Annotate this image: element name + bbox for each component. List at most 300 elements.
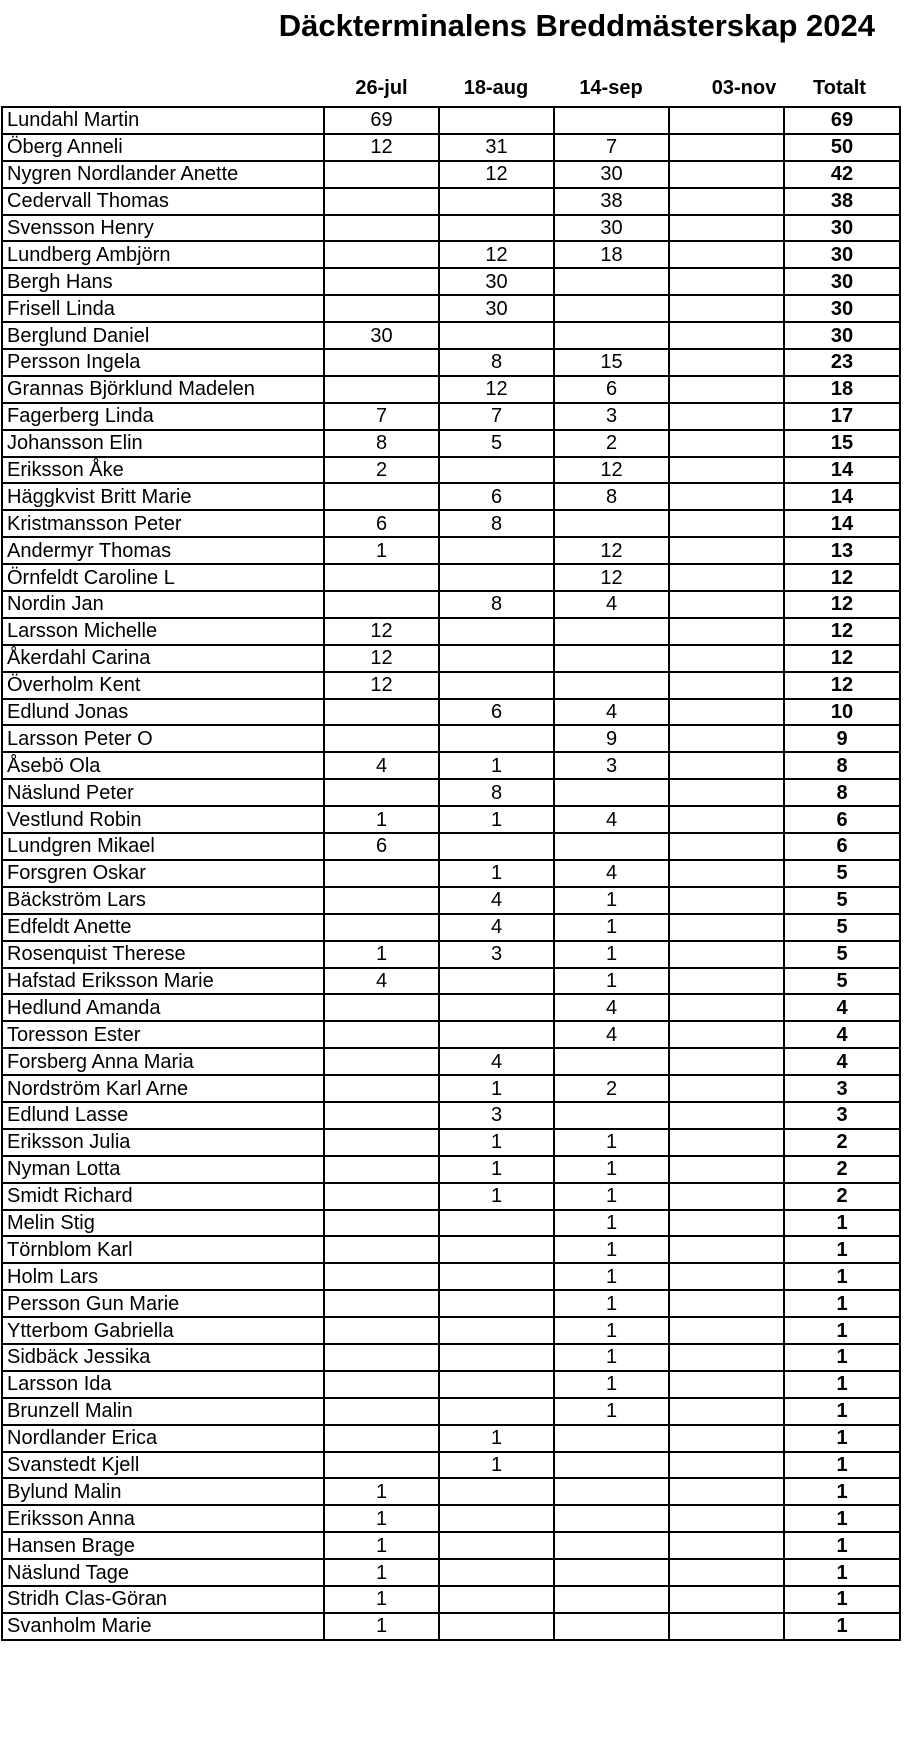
player-name: Forsgren Oskar [2,860,324,887]
score-cell: 1 [554,1317,669,1344]
score-cell [439,215,554,242]
score-cell [669,322,784,349]
score-cell: 2 [324,457,439,484]
score-cell [669,645,784,672]
score-cell [554,295,669,322]
table-row [2,430,900,457]
table-row [2,618,900,645]
total-cell: 12 [784,591,900,618]
player-name: Andermyr Thomas [2,537,324,564]
player-name: Nordlander Erica [2,1425,324,1452]
total-cell: 1 [784,1586,900,1613]
total-cell: 2 [784,1129,900,1156]
table-row [2,483,900,510]
player-name: Svensson Henry [2,215,324,242]
player-name: Melin Stig [2,1210,324,1237]
table-row [2,1586,900,1613]
score-cell [324,1263,439,1290]
table-row [2,107,900,134]
table-row [2,1129,900,1156]
score-cell [439,1586,554,1613]
table-row [2,457,900,484]
score-cell: 6 [554,376,669,403]
total-cell: 12 [784,645,900,672]
score-cell [439,1344,554,1371]
total-cell: 18 [784,376,900,403]
total-cell: 14 [784,510,900,537]
score-cell: 8 [439,591,554,618]
total-cell: 12 [784,672,900,699]
table-row [2,161,900,188]
total-cell: 1 [784,1452,900,1479]
score-cell [669,295,784,322]
score-cell [669,268,784,295]
score-cell [669,483,784,510]
score-cell: 4 [554,591,669,618]
score-cell [669,1478,784,1505]
score-cell [324,295,439,322]
player-name: Lundgren Mikael [2,833,324,860]
score-cell [439,645,554,672]
player-name: Grannas Björklund Madelen [2,376,324,403]
score-cell [554,1559,669,1586]
total-cell: 1 [784,1317,900,1344]
score-cell: 12 [439,161,554,188]
total-cell: 1 [784,1371,900,1398]
score-cell [439,833,554,860]
player-name: Näslund Tage [2,1559,324,1586]
total-cell: 38 [784,188,900,215]
table-row [2,1102,900,1129]
score-cell [669,1317,784,1344]
score-cell [669,1586,784,1613]
score-cell [439,1478,554,1505]
score-cell [439,968,554,995]
score-cell [669,1021,784,1048]
score-cell: 12 [554,457,669,484]
score-cell [554,107,669,134]
score-cell [554,672,669,699]
score-cell [669,752,784,779]
total-cell: 9 [784,725,900,752]
total-cell: 12 [784,618,900,645]
player-name: Stridh Clas-Göran [2,1586,324,1613]
standings-table-body [2,107,900,1640]
score-cell [439,618,554,645]
score-cell [439,537,554,564]
total-cell: 50 [784,134,900,161]
table-row [2,1398,900,1425]
table-row [2,1613,900,1640]
score-cell: 4 [554,699,669,726]
table-row [2,752,900,779]
score-cell: 1 [324,1505,439,1532]
player-name: Lundberg Ambjörn [2,241,324,268]
score-cell: 1 [324,1613,439,1640]
column-header-row [0,77,900,105]
player-name: Larsson Ida [2,1371,324,1398]
score-cell [669,349,784,376]
score-cell: 1 [554,968,669,995]
player-name: Sidbäck Jessika [2,1344,324,1371]
score-cell [439,1263,554,1290]
total-cell: 13 [784,537,900,564]
score-cell [324,1129,439,1156]
player-name: Svanholm Marie [2,1613,324,1640]
score-cell [669,618,784,645]
score-cell [669,725,784,752]
score-cell: 1 [324,1478,439,1505]
player-name: Bäckström Lars [2,887,324,914]
score-cell [554,268,669,295]
table-row [2,564,900,591]
total-cell: 2 [784,1156,900,1183]
score-cell [324,1210,439,1237]
score-cell [669,564,784,591]
table-row [2,376,900,403]
score-cell [324,1371,439,1398]
player-name: Larsson Peter O [2,725,324,752]
score-cell [554,618,669,645]
score-cell: 3 [554,403,669,430]
score-cell [554,1102,669,1129]
score-cell [669,1532,784,1559]
table-row [2,860,900,887]
score-cell [554,1048,669,1075]
score-cell [439,1505,554,1532]
score-cell: 1 [554,941,669,968]
standings-table [1,106,901,1641]
player-name: Johansson Elin [2,430,324,457]
table-row [2,403,900,430]
score-cell: 1 [554,1371,669,1398]
score-cell: 12 [554,564,669,591]
score-cell [669,107,784,134]
score-cell: 8 [439,510,554,537]
score-cell: 12 [324,645,439,672]
table-row [2,537,900,564]
total-cell: 30 [784,322,900,349]
score-cell: 3 [439,1102,554,1129]
total-cell: 4 [784,1021,900,1048]
table-row [2,510,900,537]
score-cell: 30 [439,295,554,322]
score-cell [669,833,784,860]
score-cell: 2 [554,430,669,457]
player-name: Svanstedt Kjell [2,1452,324,1479]
score-cell [669,1371,784,1398]
table-row [2,833,900,860]
total-cell: 12 [784,564,900,591]
player-name: Eriksson Julia [2,1129,324,1156]
score-cell: 1 [439,1156,554,1183]
score-cell [324,1183,439,1210]
total-cell: 3 [784,1102,900,1129]
table-row [2,1452,900,1479]
score-cell [669,457,784,484]
player-name: Näslund Peter [2,779,324,806]
score-cell: 1 [554,1290,669,1317]
total-cell: 15 [784,430,900,457]
player-name: Eriksson Anna [2,1505,324,1532]
table-row [2,188,900,215]
score-cell [324,376,439,403]
score-cell [669,1236,784,1263]
player-name: Edlund Lasse [2,1102,324,1129]
player-name: Persson Gun Marie [2,1290,324,1317]
score-cell [669,591,784,618]
score-cell [554,322,669,349]
score-cell [669,994,784,1021]
player-name: Fagerberg Linda [2,403,324,430]
score-cell [324,779,439,806]
score-cell: 30 [324,322,439,349]
score-cell: 6 [324,510,439,537]
score-cell: 4 [439,887,554,914]
score-cell [324,161,439,188]
score-cell [439,322,554,349]
total-cell: 17 [784,403,900,430]
score-cell [669,537,784,564]
table-row [2,268,900,295]
table-row [2,672,900,699]
total-cell: 14 [784,457,900,484]
total-cell: 5 [784,887,900,914]
score-cell: 1 [439,806,554,833]
table-row [2,1290,900,1317]
score-cell [669,1183,784,1210]
player-name: Toresson Ester [2,1021,324,1048]
score-cell: 6 [439,699,554,726]
score-cell [669,968,784,995]
total-cell: 1 [784,1236,900,1263]
player-name: Häggkvist Britt Marie [2,483,324,510]
table-row [2,591,900,618]
score-cell [439,725,554,752]
table-row [2,1075,900,1102]
table-row [2,1532,900,1559]
score-cell [439,1317,554,1344]
score-cell [554,1505,669,1532]
total-cell: 1 [784,1532,900,1559]
score-cell [439,188,554,215]
score-cell: 1 [439,752,554,779]
table-row [2,1236,900,1263]
column-header-totalt: Totalt [813,77,866,99]
player-name: Nordin Jan [2,591,324,618]
score-cell [324,887,439,914]
score-cell: 1 [554,914,669,941]
player-name: Kristmansson Peter [2,510,324,537]
total-cell: 30 [784,295,900,322]
score-cell: 1 [554,1263,669,1290]
table-row [2,806,900,833]
score-cell [324,1425,439,1452]
score-cell: 1 [439,1452,554,1479]
score-cell [669,1263,784,1290]
score-cell: 12 [324,672,439,699]
score-cell: 1 [554,1344,669,1371]
score-cell: 7 [324,403,439,430]
score-cell [324,1075,439,1102]
table-row [2,1559,900,1586]
score-cell [669,779,784,806]
table-row [2,322,900,349]
score-cell: 12 [554,537,669,564]
total-cell: 30 [784,215,900,242]
total-cell: 10 [784,699,900,726]
player-name: Berglund Daniel [2,322,324,349]
player-name: Hansen Brage [2,1532,324,1559]
score-cell [669,376,784,403]
table-row [2,295,900,322]
table-row [2,968,900,995]
score-cell: 30 [554,161,669,188]
score-cell [554,1532,669,1559]
total-cell: 1 [784,1505,900,1532]
total-cell: 1 [784,1613,900,1640]
player-name: Åsebö Ola [2,752,324,779]
score-cell [324,1102,439,1129]
total-cell: 23 [784,349,900,376]
total-cell: 1 [784,1425,900,1452]
table-row [2,241,900,268]
score-cell: 1 [324,1532,439,1559]
total-cell: 8 [784,752,900,779]
score-cell: 6 [324,833,439,860]
table-row [2,1371,900,1398]
total-cell: 1 [784,1478,900,1505]
score-cell [669,1075,784,1102]
total-cell: 6 [784,833,900,860]
score-cell: 18 [554,241,669,268]
score-cell [669,510,784,537]
player-name: Brunzell Malin [2,1398,324,1425]
score-cell [324,483,439,510]
player-name: Nygren Nordlander Anette [2,161,324,188]
score-cell [669,403,784,430]
column-header-03-nov: 03-nov [711,77,777,99]
score-cell [554,779,669,806]
score-cell [324,1452,439,1479]
total-cell: 5 [784,968,900,995]
player-name: Smidt Richard [2,1183,324,1210]
score-cell: 1 [439,1129,554,1156]
score-cell: 8 [439,779,554,806]
score-cell: 4 [324,752,439,779]
table-row [2,779,900,806]
score-cell: 1 [324,1559,439,1586]
score-cell [324,241,439,268]
score-cell: 4 [554,1021,669,1048]
score-cell [554,1425,669,1452]
score-cell [439,457,554,484]
score-cell: 1 [554,1398,669,1425]
player-name: Forsberg Anna Maria [2,1048,324,1075]
score-cell [554,645,669,672]
score-cell: 1 [554,1210,669,1237]
table-row [2,1156,900,1183]
score-cell [669,215,784,242]
score-cell [669,134,784,161]
score-cell [324,591,439,618]
table-row [2,1183,900,1210]
score-cell: 4 [439,914,554,941]
total-cell: 1 [784,1344,900,1371]
player-name: Larsson Michelle [2,618,324,645]
total-cell: 14 [784,483,900,510]
score-cell: 12 [324,134,439,161]
score-cell [669,1452,784,1479]
score-cell [439,107,554,134]
score-cell [669,1210,784,1237]
player-name: Bylund Malin [2,1478,324,1505]
total-cell: 1 [784,1290,900,1317]
score-cell: 6 [439,483,554,510]
player-name: Törnblom Karl [2,1236,324,1263]
player-name: Vestlund Robin [2,806,324,833]
score-cell [669,1613,784,1640]
score-cell: 1 [439,860,554,887]
table-row [2,941,900,968]
table-row [2,1317,900,1344]
score-cell: 1 [324,806,439,833]
column-header-18-aug: 18-aug [463,77,529,99]
player-name: Åkerdahl Carina [2,645,324,672]
score-cell [669,161,784,188]
table-row [2,1210,900,1237]
score-cell [669,1048,784,1075]
total-cell: 3 [784,1075,900,1102]
table-row [2,1478,900,1505]
table-row [2,349,900,376]
player-name: Lundahl Martin [2,107,324,134]
score-cell: 9 [554,725,669,752]
score-cell [669,1425,784,1452]
score-cell: 1 [439,1425,554,1452]
score-cell [324,1156,439,1183]
score-cell: 1 [324,1586,439,1613]
total-cell: 30 [784,268,900,295]
table-row [2,1021,900,1048]
total-cell: 6 [784,806,900,833]
table-row [2,1505,900,1532]
score-cell: 4 [439,1048,554,1075]
score-cell [324,994,439,1021]
score-cell: 1 [439,1075,554,1102]
score-cell [324,914,439,941]
score-cell: 30 [439,268,554,295]
score-cell: 1 [554,1183,669,1210]
total-cell: 5 [784,860,900,887]
player-name: Eriksson Åke [2,457,324,484]
player-name: Cedervall Thomas [2,188,324,215]
score-cell [439,994,554,1021]
score-cell: 1 [439,1183,554,1210]
score-cell: 4 [554,994,669,1021]
player-name: Rosenquist Therese [2,941,324,968]
total-cell: 1 [784,1559,900,1586]
column-header-26-jul: 26-jul [355,77,408,99]
score-cell [669,699,784,726]
player-name: Öberg Anneli [2,134,324,161]
score-cell [669,241,784,268]
total-cell: 5 [784,914,900,941]
score-cell: 8 [324,430,439,457]
table-row [2,699,900,726]
score-cell: 12 [324,618,439,645]
score-cell [324,1344,439,1371]
